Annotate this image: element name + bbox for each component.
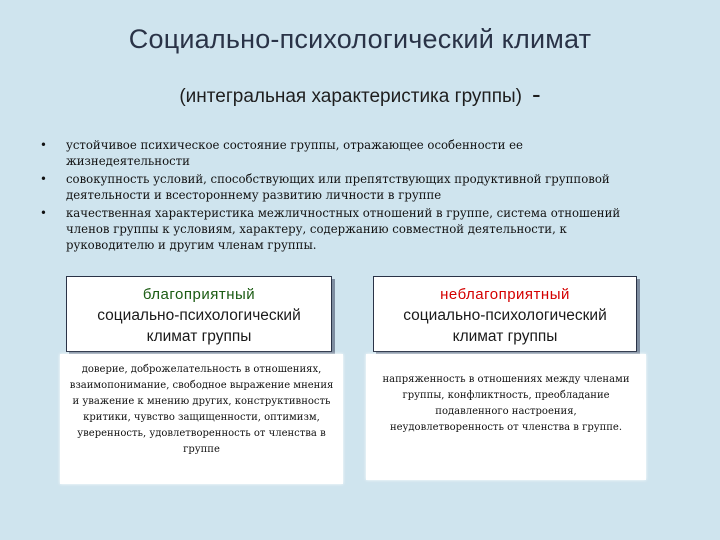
- definition-text: устойчивое психическое состояние группы, отражающее особенности ее жизнедеятельности: [66, 138, 523, 168]
- bullet-icon: •: [40, 206, 47, 221]
- unfavorable-kind-label: неблагоприятный: [440, 286, 570, 303]
- favorable-description: доверие, доброжелательность в отношениях, взаимопонимание, свободное выражение мнения и уважение к мнению других, конструктивность критики, чувство защищенности, оптимизм, уверенность, удовлетворенность от членства в группе: [60, 354, 343, 484]
- definition-text: качественная характеристика межличностных отношений в группе, система отношений членов группы к условиям, характеру, содержанию совместной деятельности, к руководителю и другим членам группы.: [66, 206, 621, 252]
- unfavorable-climate-box: [373, 276, 637, 352]
- page-subtitle: [0, 79, 720, 110]
- subtitle-text: (интегральная характеристика группы): [179, 86, 522, 107]
- bullet-icon: •: [40, 138, 47, 152]
- page-title: Социально-психологический климат: [128, 24, 592, 54]
- unfavorable-label-line1: социально-психологический: [403, 307, 607, 324]
- subtitle-dash: -: [531, 79, 541, 109]
- unfavorable-label-line2: климат группы: [452, 328, 558, 345]
- definition-list: [40, 138, 640, 256]
- definition-item: [40, 206, 640, 253]
- definition-item: [40, 138, 640, 169]
- favorable-kind-label: благоприятный: [142, 286, 256, 303]
- favorable-climate-box: [66, 276, 332, 352]
- favorable-label-line1: социально-психологический: [97, 307, 301, 324]
- definition-item: [40, 172, 640, 203]
- definition-text: совокупность условий, способствующих или препятствующих продуктивной групповой деятельности и всестороннему развитию личности в группе: [66, 172, 610, 202]
- unfavorable-description: напряженность в отношениях между членами группы, конфликтность, преобладание подавленного настроения, неудовлетворенность от членства в группе.: [366, 354, 646, 480]
- favorable-label-line2: климат группы: [146, 328, 252, 345]
- bullet-icon: •: [40, 172, 47, 187]
